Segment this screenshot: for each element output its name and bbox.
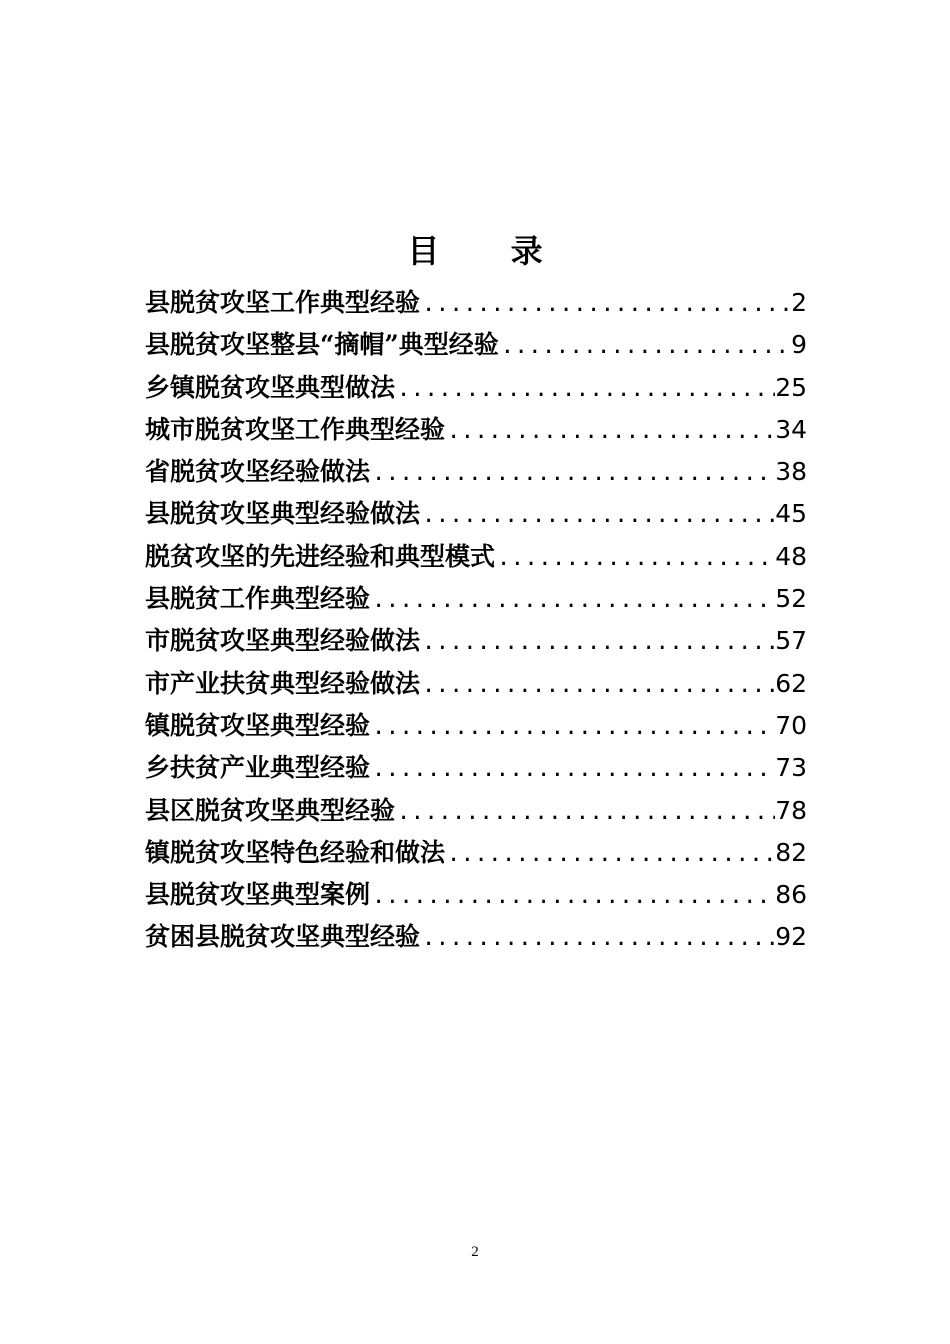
toc-entry-title: 城市脱贫攻坚工作典型经验	[145, 414, 446, 444]
toc-entry[interactable]	[145, 367, 807, 409]
toc-entry[interactable]	[145, 451, 807, 493]
toc-entry-page: 73	[775, 753, 807, 783]
toc-entry-page: 48	[775, 541, 807, 571]
toc-entry-page: 25	[775, 372, 807, 402]
toc-dot-leader	[370, 749, 775, 789]
toc-entry[interactable]	[145, 790, 807, 832]
toc-entry-page: 92	[775, 922, 807, 952]
toc-entry-page: 52	[775, 584, 807, 614]
toc-dot-leader	[420, 918, 775, 958]
toc-entry[interactable]	[145, 536, 807, 578]
toc-entry[interactable]	[145, 705, 807, 747]
toc-entry-title: 乡镇脱贫攻坚典型做法	[145, 372, 396, 402]
toc-dot-leader	[370, 707, 775, 747]
toc-entry-title: 县区脱贫攻坚典型经验	[145, 795, 396, 825]
toc-title: 目 录	[407, 232, 573, 270]
toc-entry[interactable]	[145, 916, 807, 958]
toc-list	[145, 282, 807, 959]
toc-dot-leader	[395, 792, 775, 832]
toc-entry-title: 县脱贫攻坚典型案例	[145, 880, 371, 910]
toc-entry-title: 镇脱贫攻坚典型经验	[145, 710, 371, 740]
toc-dot-leader	[370, 580, 775, 620]
toc-dot-leader	[420, 665, 775, 705]
toc-entry-page: 9	[791, 330, 807, 360]
toc-entry[interactable]	[145, 282, 807, 324]
toc-entry[interactable]	[145, 874, 807, 916]
toc-dot-leader	[445, 834, 775, 874]
toc-entry-title: 贫困县脱贫攻坚典型经验	[145, 922, 421, 952]
toc-entry[interactable]	[145, 493, 807, 535]
toc-entry-page: 34	[775, 414, 807, 444]
toc-entry-title: 县脱贫攻坚典型经验做法	[145, 499, 421, 529]
toc-dot-leader	[445, 411, 775, 451]
toc-entry-title: 市产业扶贫典型经验做法	[145, 668, 421, 698]
toc-entry-title: 省脱贫攻坚经验做法	[145, 457, 371, 487]
toc-entry-title: 县脱贫攻坚工作典型经验	[145, 288, 421, 317]
toc-entry[interactable]	[145, 578, 807, 620]
toc-dot-leader	[420, 622, 775, 662]
toc-entry-page: 70	[775, 710, 807, 740]
toc-entry-page: 57	[775, 626, 807, 656]
toc-entry-title: 县脱贫工作典型经验	[145, 584, 371, 614]
toc-entry-page: 78	[775, 795, 807, 825]
toc-entry-page: 86	[775, 880, 807, 910]
toc-entry[interactable]	[145, 663, 807, 705]
toc-dot-leader	[420, 284, 791, 324]
toc-entry-title: 脱贫攻坚的先进经验和典型模式	[145, 541, 496, 571]
toc-dot-leader	[395, 369, 775, 409]
toc-entry-title: 镇脱贫攻坚特色经验和做法	[145, 837, 446, 867]
toc-dot-leader	[370, 876, 775, 916]
toc-dot-leader	[370, 453, 775, 493]
toc-entry-title: 县脱贫攻坚整县“摘帽”典型经验	[145, 330, 499, 360]
toc-entry[interactable]	[145, 620, 807, 662]
toc-entry-page: 38	[775, 457, 807, 487]
toc-entry-page: 2	[791, 288, 807, 317]
toc-entry[interactable]	[145, 832, 807, 874]
toc-entry-page: 82	[775, 837, 807, 867]
toc-entry[interactable]	[145, 409, 807, 451]
toc-dot-leader	[495, 538, 775, 578]
toc-entry-title: 市脱贫攻坚典型经验做法	[145, 626, 421, 656]
toc-entry-title: 乡扶贫产业典型经验	[145, 753, 371, 783]
toc-entry[interactable]	[145, 747, 807, 789]
toc-entry-page: 45	[775, 499, 807, 529]
toc-dot-leader	[499, 326, 791, 366]
toc-entry[interactable]	[145, 324, 807, 366]
page-number: 2	[471, 1244, 479, 1260]
toc-entry-page: 62	[775, 668, 807, 698]
toc-dot-leader	[420, 495, 775, 535]
